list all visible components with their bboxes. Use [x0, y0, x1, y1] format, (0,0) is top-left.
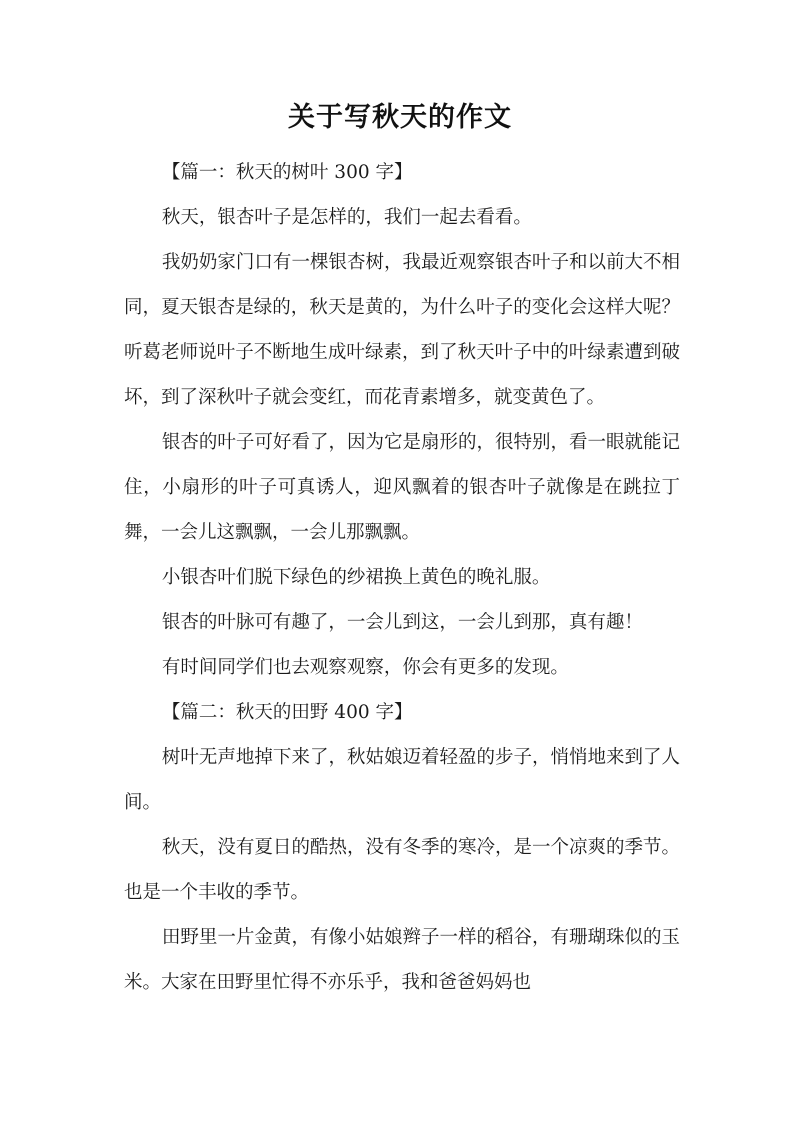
paragraph: 有时间同学们也去观察观察，你会有更多的发现。 — [161, 657, 569, 678]
section-heading-1: 【篇一：秋天的树叶 300 字】 — [161, 162, 413, 183]
paragraph: 银杏的叶子可好看了，因为它是扇形的，很特别，看一眼就能记住，小扇形的叶子可真诱人，迎风飘着的银杏叶子就像是在跳拉丁舞，一会儿这飘飘，一会儿那飘飘。 — [124, 432, 680, 543]
paragraph: 秋天，银杏叶子是怎样的，我们一起去看看。 — [161, 207, 532, 228]
paragraph: 田野里一片金黄，有像小姑娘辫子一样的稻谷，有珊瑚珠似的玉米。大家在田野里忙得不亦乐乎，我和爸爸妈妈也 — [124, 927, 680, 993]
paragraph: 我奶奶家门口有一棵银杏树，我最近观察银杏叶子和以前大不相同，夏天银杏是绿的，秋天是黄的，为什么叶子的变化会这样大呢？听葛老师说叶子不断地生成叶绿素，到了秋天叶子中的叶绿素遭到破坏，到了深秋叶子就会变红，而花青素增多，就变黄色了。 — [124, 252, 680, 408]
section-heading-2: 【篇二：秋天的田野 400 字】 — [161, 702, 413, 723]
document-body — [124, 150, 680, 1005]
paragraph: 树叶无声地掉下来了，秋姑娘迈着轻盈的步子，悄悄地来到了人间。 — [124, 747, 680, 813]
document-title: 关于写秋天的作文 — [288, 102, 512, 133]
paragraph: 小银杏叶们脱下绿色的纱裙换上黄色的晚礼服。 — [161, 567, 551, 588]
paragraph: 秋天，没有夏日的酷热，没有冬季的寒冷，是一个凉爽的季节。也是一个丰收的季节。 — [124, 837, 680, 903]
paragraph: 银杏的叶脉可有趣了，一会儿到这，一会儿到那，真有趣！ — [161, 612, 643, 633]
